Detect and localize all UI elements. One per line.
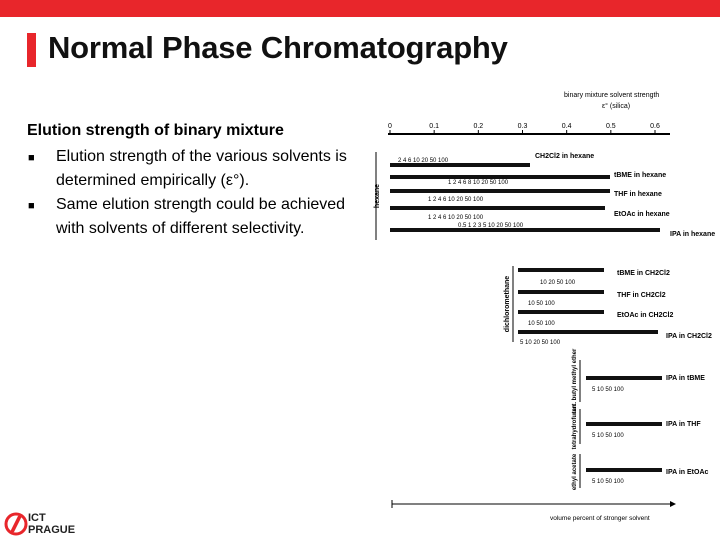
bullet-list: [27, 145, 377, 241]
line-ipa-etoac: [586, 468, 709, 485]
scale-label: EtOAc in hexane: [614, 211, 670, 218]
slide-content: [27, 119, 377, 241]
bullet-text: Elution strength of the various solvents is determined empirically (ε°).: [56, 148, 347, 189]
top-accent-bar: [0, 0, 720, 17]
logo-line-2: PRAGUE: [28, 524, 76, 536]
bottom-axis-label: volume percent of stronger solvent: [550, 515, 650, 522]
scale-bar: [518, 310, 604, 314]
scale-bar: [586, 468, 662, 472]
top-axis-tick-label: 0.4: [561, 123, 572, 130]
scale-ticks: 0.5 1 2 3 5 10 20 50 100: [458, 223, 524, 229]
top-axis-ticks: [388, 123, 660, 134]
square-bullet-icon: ■: [28, 152, 35, 164]
scale-ticks: 1 2 4 6 10 20 50 100: [428, 197, 484, 203]
scale-ticks: 5 10 50 100: [592, 479, 624, 485]
title-accent-mark: [27, 33, 36, 67]
scale-label: THF in hexane: [614, 191, 662, 198]
scale-ticks: 5 10 20 50 100: [520, 340, 561, 346]
top-axis-tick-label: 0.6: [650, 123, 660, 130]
scale-ticks: 5 10 50 100: [592, 387, 624, 393]
top-axis-tick-label: 0: [388, 123, 392, 130]
line-ch2cl2-hexane: [390, 153, 594, 167]
line-tbme-ch2cl2: [518, 268, 670, 286]
scale-bar: [390, 228, 660, 232]
scale-bar: [518, 268, 604, 272]
logo-text: [28, 512, 75, 536]
slide-title: Normal Phase Chromatography: [48, 30, 508, 65]
top-axis-tick-label: 0.1: [429, 123, 440, 130]
line-tbme-hexane: [390, 172, 666, 186]
scale-label: IPA in CH2Cl2: [666, 333, 712, 340]
group-label-tbme: tert. butyl methyl ether: [572, 348, 578, 414]
scale-bar: [390, 206, 605, 210]
scale-label: CH2Cl2 in hexane: [535, 153, 595, 160]
line-ipa-hexane: [390, 223, 715, 238]
scale-label: IPA in EtOAc: [666, 469, 709, 476]
scale-ticks: 2 4 6 10 20 50 100: [398, 158, 449, 164]
scale-bar: [518, 330, 658, 334]
scale-label: IPA in tBME: [666, 375, 705, 382]
content-heading: Elution strength of binary mixture: [27, 122, 284, 139]
group-label-thf: tetrahydrofuran: [572, 404, 578, 450]
scale-ticks: 10 20 50 100: [540, 280, 576, 286]
line-etoac-ch2cl2: [518, 310, 674, 327]
scale-ticks: 5 10 50 100: [592, 433, 624, 439]
line-ipa-thf: [586, 421, 701, 439]
top-axis-tick-label: 0.3: [517, 123, 528, 130]
scale-label: IPA in hexane: [670, 231, 716, 238]
bullet-item: [27, 193, 377, 241]
scale-label: EtOAc in CH2Cl2: [617, 312, 674, 319]
line-ipa-ch2cl2: [518, 330, 712, 346]
logo-line-1: ICT: [28, 512, 46, 524]
elution-strength-nomogram: [370, 84, 716, 528]
scale-ticks: 10 50 100: [528, 301, 555, 307]
scale-ticks: 1 2 4 6 10 20 50 100: [428, 215, 484, 221]
scale-label: IPA in THF: [666, 421, 701, 428]
scale-bar: [586, 376, 662, 380]
nomogram-top-unit: ε° (silica): [602, 103, 631, 110]
scale-label: THF in CH2Cl2: [617, 292, 666, 299]
line-thf-ch2cl2: [518, 290, 666, 307]
line-etoac-hexane: [390, 206, 670, 221]
scale-ticks: 10 50 100: [528, 321, 555, 327]
group-label-etoac: ethyl acetate: [572, 453, 578, 491]
scale-bar: [390, 189, 610, 193]
top-axis-tick-label: 0.2: [473, 123, 484, 130]
scale-ticks: 1 2 4 6 8 10 20 50 100: [448, 180, 509, 186]
arrow-right-icon: [670, 501, 676, 507]
nomogram-top-label: binary mixture solvent strength: [564, 92, 660, 99]
scale-bar: [518, 290, 604, 294]
top-axis-tick-label: 0.5: [605, 123, 616, 130]
bullet-text: Same elution strength could be achieved with solvents of different selectivity.: [56, 196, 346, 237]
line-thf-hexane: [390, 189, 662, 203]
logo-slash-icon: [10, 516, 22, 532]
scale-label: tBME in CH2Cl2: [617, 270, 670, 277]
square-bullet-icon: ■: [28, 200, 35, 212]
scale-bar: [586, 422, 662, 426]
bullet-item: [27, 145, 377, 193]
scale-label: tBME in hexane: [614, 172, 667, 179]
group-label-hexane: hexane: [374, 183, 381, 209]
line-ipa-tbme: [586, 375, 705, 393]
group-label-dichloromethane: dichloromethane: [504, 275, 511, 333]
scale-bar: [390, 175, 610, 179]
